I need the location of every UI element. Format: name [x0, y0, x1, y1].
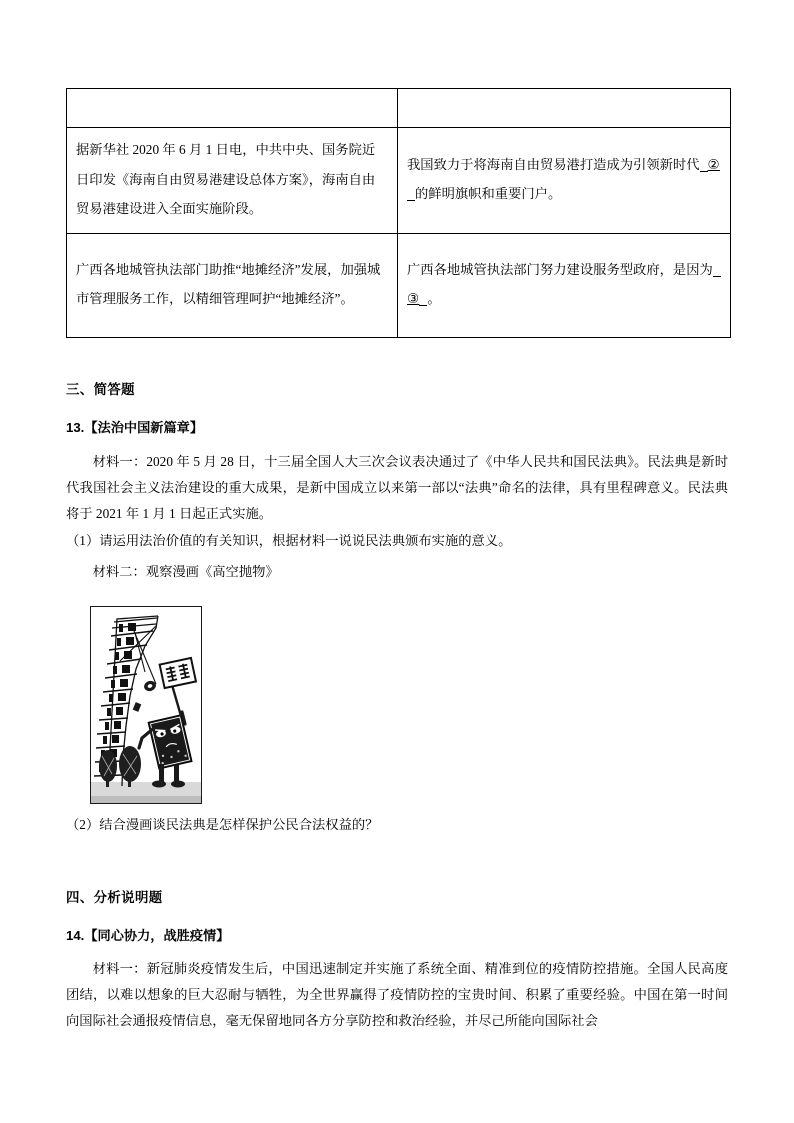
blank-marker-3: ③ [407, 291, 420, 307]
section-heading-four: 四、分析说明题 [66, 890, 163, 905]
answer-suffix-1: 的鲜明旗帜和重要门户。 [415, 186, 562, 202]
question-14-title [66, 925, 229, 944]
answer-prefix-2: 广西各地城管执法部门努力建设服务型政府，是因为 [407, 261, 713, 277]
question-13-label: 【法治中国新篇章】 [84, 420, 204, 435]
question-14-number: 14. [66, 928, 85, 943]
question-14-material-one: 材料一：新冠肺炎疫情发生后，中国迅速制定并实施了系统全面、精准到位的疫情防控措施。全国人民高度团结，以难以想象的巨大忍耐与牺牲，为全世界赢得了疫情防控的宝贵时间、积累了重要经验。中国在第一时间向国际社会通报疫情信息，毫无保留地同各方分享防控和救治经验，并尽己所能向国际社会 [66, 961, 728, 1028]
blank-lead-1 [700, 171, 708, 172]
table-cell-answer-1 [398, 128, 731, 234]
question-13-sub-1: （1）请运用法治价值的有关知识，根据材料一说说民法典颁布实施的意义。 [66, 533, 512, 548]
answer-prefix-1: 我国致力于将海南自由贸易港打造成为引领新时代 [407, 156, 700, 172]
table-header-cell-left [67, 89, 398, 128]
table-cell-material-1: 据新华社 2020 年 6 月 1 日电，中共中央、国务院近日印发《海南自由贸易港建设总体方案》，海南自由贸易港建设进入全面实施阶段。 [67, 128, 398, 234]
blank-marker-2: ② [707, 156, 720, 172]
table-cell-material-2: 广西各地城管执法部门助推“地摊经济”发展，加强城市管理服务工作，以精细管理呵护“地摊经济”。 [67, 233, 398, 337]
table-row [67, 128, 731, 234]
table-header-row [67, 89, 731, 128]
question-14-label: 【同心协力，战胜疫情】 [84, 928, 230, 943]
table-row [67, 233, 731, 337]
question-13-sub-2: （2）结合漫画谈民法典是怎样保护公民合法权益的？ [66, 817, 379, 832]
question-13-material-two: 材料二：观察漫画《高空抛物》 [92, 564, 279, 579]
material-blank-filling-table [66, 88, 731, 338]
question-13-title [66, 417, 203, 436]
answer-suffix-2: 。 [427, 291, 441, 307]
table-header-cell-right [398, 89, 731, 128]
blank-trail-1 [407, 200, 415, 201]
section-heading-three: 三、简答题 [66, 382, 135, 397]
question-13-number: 13. [66, 420, 85, 435]
table-cell-answer-2 [398, 233, 731, 337]
blank-lead-2 [713, 276, 721, 277]
high-altitude-throwing-cartoon [90, 606, 202, 804]
question-13-material-one: 材料一：2020 年 5 月 28 日，十三届全国人大三次会议表决通过了《中华人民共和国民法典》。民法典是新时代我国社会主义法治建设的重大成果，是新中国成立以来第一部以“法典”命名的法律，具有里程碑意义。民法典将于 2021 年 1 月 1 日起正式实施。 [66, 454, 728, 521]
